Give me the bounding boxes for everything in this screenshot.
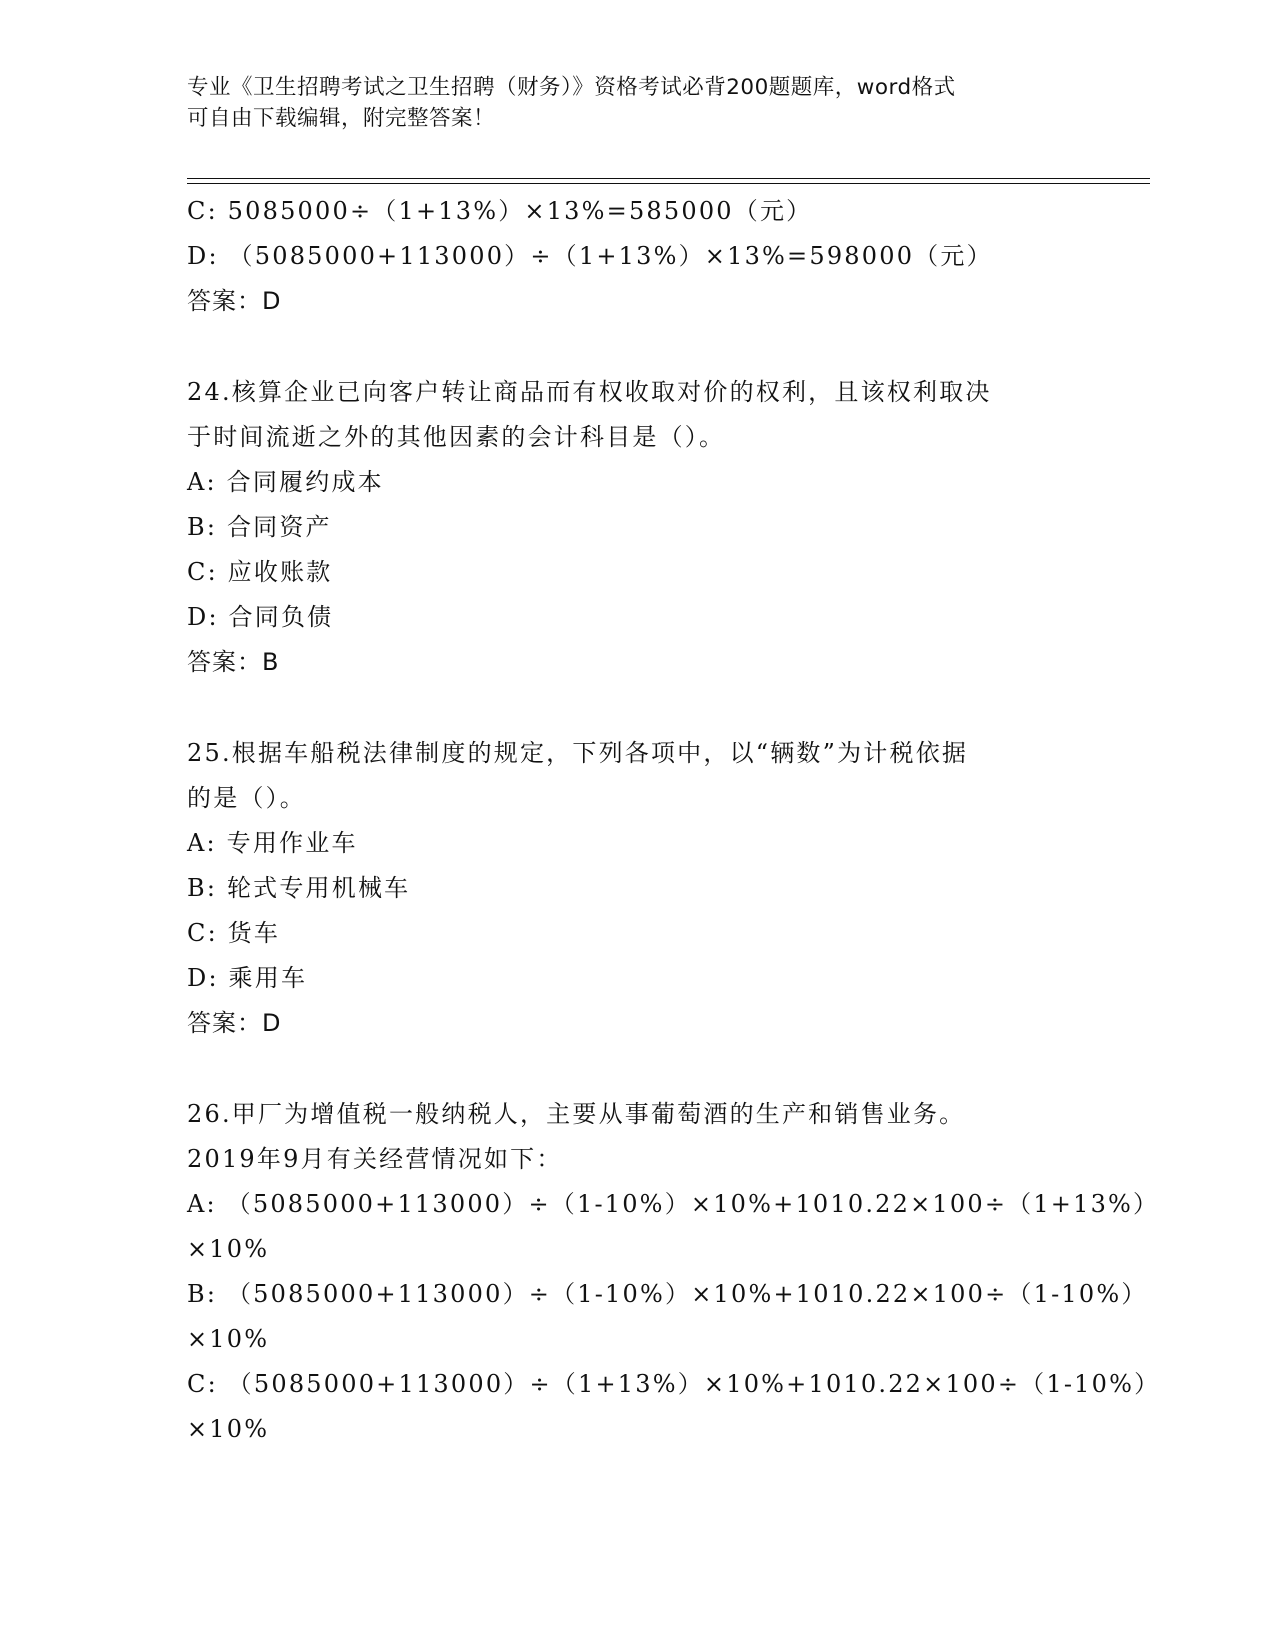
text-line: ×10% [187,1415,270,1443]
answer-line: 答案：D [187,287,282,315]
text-line: D: 乘用车 [187,964,308,992]
header-title-line-1: 专业《卫生招聘考试之卫生招聘（财务）》资格考试必背200题题库，word格式 [187,75,956,100]
text-line: 25.根据车船税法律制度的规定，下列各项中，以“辆数”为计税依据 [187,739,969,767]
header-title-line-2: 可自由下载编辑，附完整答案！ [187,106,496,131]
text-line: C: （5085000+113000）÷（1+13%）×10%+1010.22×100÷（1-10%） [187,1370,1161,1398]
text-line: 2019年9月有关经营情况如下： [187,1145,563,1173]
text-line: B: 合同资产 [187,513,332,541]
text-line: 24.核算企业已向客户转让商品而有权收取对价的权利，且该权利取决 [187,378,992,406]
text-line: C: 5085000÷（1+13%）×13%=585000（元） [187,197,813,225]
text-line: D: （5085000+113000）÷（1+13%）×13%=598000（元） [187,242,993,270]
text-line: B: （5085000+113000）÷（1-10%）×10%+1010.22×100÷（1-10%） [187,1280,1148,1308]
header-divider-top [187,178,1150,179]
text-line: 于时间流逝之外的其他因素的会计科目是（）。 [187,423,726,451]
text-line: A: （5085000+113000）÷（1-10%）×10%+1010.22×100÷（1+13%） [187,1190,1160,1218]
text-line: 26.甲厂为增值税一般纳税人，主要从事葡萄酒的生产和销售业务。 [187,1100,966,1128]
document-header [187,72,1067,134]
header-divider-bottom [187,183,1150,184]
text-line: C: 应收账款 [187,558,333,586]
text-line: D: 合同负债 [187,603,334,631]
answer-line: 答案：B [187,648,280,676]
text-line: 的是（）。 [187,784,306,812]
text-line: ×10% [187,1235,270,1263]
text-line: B: 轮式专用机械车 [187,874,411,902]
answer-line: 答案：D [187,1009,282,1037]
text-line: A: 合同履约成本 [187,468,384,496]
text-line: A: 专用作业车 [187,829,358,857]
text-line: C: 货车 [187,919,281,947]
text-line: ×10% [187,1325,270,1353]
